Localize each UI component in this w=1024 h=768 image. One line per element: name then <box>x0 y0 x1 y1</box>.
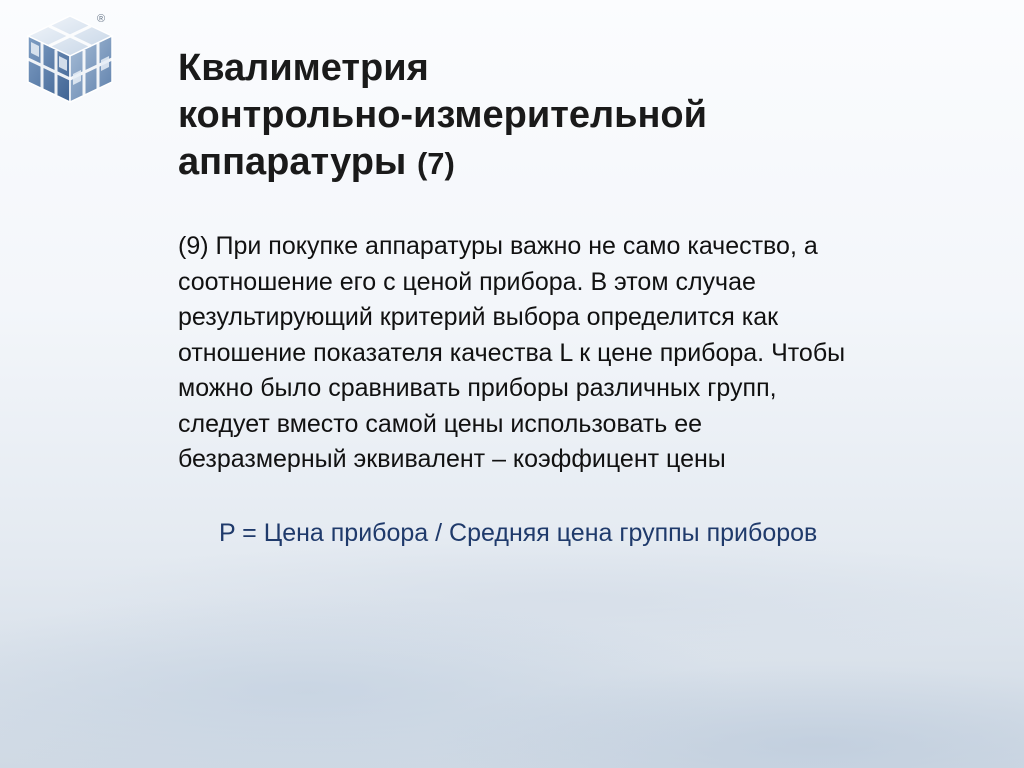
title-number: (7) <box>416 146 455 181</box>
body-line-3: результирующий критерий выбора определится как <box>178 303 779 331</box>
title-line-3: аппаратуры <box>178 141 407 183</box>
registered-trademark-mark: ® <box>97 13 106 25</box>
body-line-5: можно было сравнивать приборы различных групп, <box>178 374 777 402</box>
body-line-6: следует вместо самой цены использовать ее <box>178 409 703 438</box>
cube-logo-icon <box>22 12 118 106</box>
price-coefficient-formula: P = Цена прибора / Средняя цена группы приборов <box>219 519 818 547</box>
slide-title <box>178 45 938 187</box>
body-line-2: соотношение его с ценой прибора. В этом случае <box>178 267 756 296</box>
title-line-1: Квалиметрия <box>178 47 429 89</box>
title-line-2: контрольно-измерительной <box>178 94 707 136</box>
body-line-7: безразмерный эквивалент – коэффицент цены <box>178 445 726 473</box>
body-line-4: отношение показателя качества L к цене прибора. Чтобы <box>178 338 846 367</box>
body-line-1: (9) При покупке аппаратуры важно не само качество, а <box>178 232 818 260</box>
body-paragraph <box>178 229 968 478</box>
